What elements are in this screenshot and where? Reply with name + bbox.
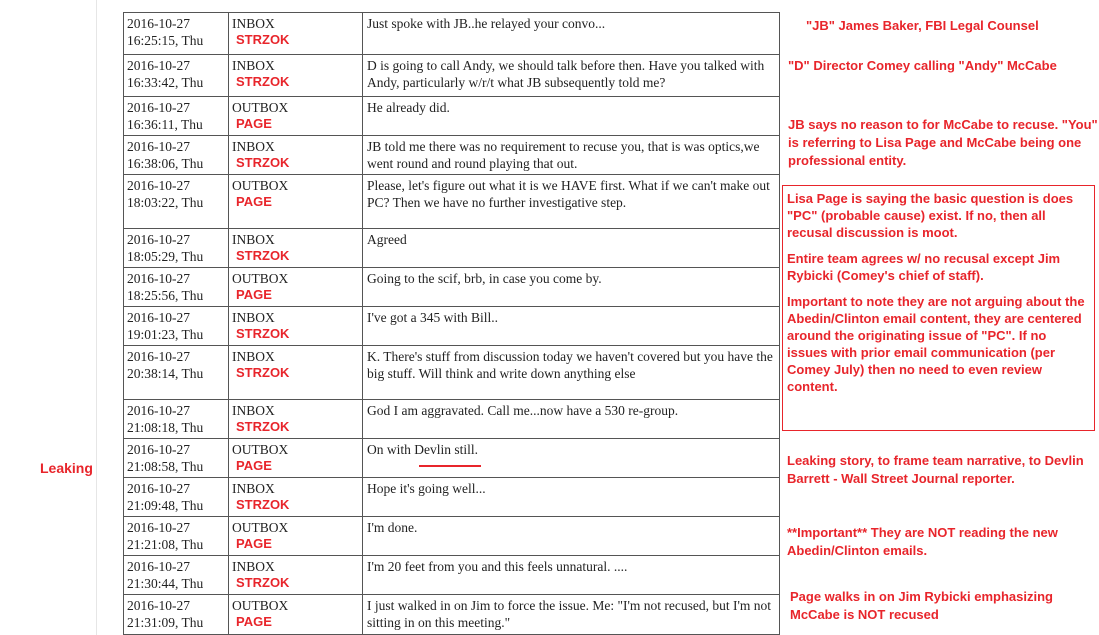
message-text: Just spoke with JB..he relayed your convo...	[363, 13, 780, 55]
timestamp-cell	[124, 175, 229, 229]
mailbox-label: INBOX	[232, 310, 275, 325]
message-time: 16:33:42, Thu	[127, 75, 204, 90]
timestamp-cell	[124, 517, 229, 556]
message-text: Going to the scif, brb, in case you come by.	[363, 268, 780, 307]
message-time: 19:01:23, Thu	[127, 327, 204, 342]
mailbox-cell	[229, 517, 363, 556]
message-text: I've got a 345 with Bill..	[363, 307, 780, 346]
mailbox-label: OUTBOX	[232, 520, 289, 535]
sender-label: STRZOK	[236, 32, 290, 47]
sender-label: PAGE	[236, 458, 272, 473]
timestamp-cell	[124, 136, 229, 175]
mailbox-label: INBOX	[232, 559, 275, 574]
message-date: 2016-10-27	[127, 310, 190, 325]
message-row	[124, 97, 780, 136]
message-time: 21:08:18, Thu	[127, 420, 204, 435]
message-time: 16:25:15, Thu	[127, 33, 204, 48]
mailbox-label: OUTBOX	[232, 178, 289, 193]
mailbox-label: INBOX	[232, 481, 275, 496]
message-date: 2016-10-27	[127, 598, 190, 613]
message-date: 2016-10-27	[127, 442, 190, 457]
mailbox-label: OUTBOX	[232, 598, 289, 613]
note-leaking-story: Leaking story, to frame team narrative, to Devlin Barrett - Wall Street Journal reporter.	[787, 453, 1084, 486]
message-row	[124, 346, 780, 400]
mailbox-cell	[229, 13, 363, 55]
mailbox-cell	[229, 595, 363, 635]
mailbox-cell	[229, 175, 363, 229]
message-text: JB told me there was no requirement to recuse you, that is was optics,we went round and round playing that out.	[363, 136, 780, 175]
message-time: 18:05:29, Thu	[127, 249, 204, 264]
message-time: 18:03:22, Thu	[127, 195, 204, 210]
mailbox-cell	[229, 346, 363, 400]
timestamp-cell	[124, 595, 229, 635]
timestamp-cell	[124, 346, 229, 400]
leaking-label: Leaking	[40, 460, 93, 476]
mailbox-label: INBOX	[232, 232, 275, 247]
message-date: 2016-10-27	[127, 232, 190, 247]
mailbox-cell	[229, 307, 363, 346]
sender-label: PAGE	[236, 614, 272, 629]
message-row	[124, 400, 780, 439]
message-row	[124, 439, 780, 478]
timestamp-cell	[124, 478, 229, 517]
mailbox-cell	[229, 268, 363, 307]
message-text: He already did.	[363, 97, 780, 136]
message-time: 21:31:09, Thu	[127, 615, 204, 630]
message-text: Hope it's going well...	[363, 478, 780, 517]
mailbox-label: INBOX	[232, 58, 275, 73]
mailbox-cell	[229, 97, 363, 136]
mailbox-label: OUTBOX	[232, 271, 289, 286]
sender-label: STRZOK	[236, 575, 290, 590]
note-director: "D" Director Comey calling "Andy" McCabe	[788, 58, 1057, 73]
message-date: 2016-10-27	[127, 16, 190, 31]
mailbox-cell	[229, 55, 363, 97]
message-text: God I am aggravated. Call me...now have a 530 re-group.	[363, 400, 780, 439]
timestamp-cell	[124, 556, 229, 595]
message-row	[124, 517, 780, 556]
message-date: 2016-10-27	[127, 58, 190, 73]
timestamp-cell	[124, 97, 229, 136]
message-row	[124, 13, 780, 55]
sender-label: STRZOK	[236, 497, 290, 512]
note-jb: "JB" James Baker, FBI Legal Counsel	[806, 18, 1039, 33]
message-time: 16:36:11, Thu	[127, 117, 203, 132]
mailbox-label: OUTBOX	[232, 100, 289, 115]
message-text: D is going to call Andy, we should talk before then. Have you talked with Andy, particularly w/r/t what JB subsequently told me?	[363, 55, 780, 97]
sender-label: STRZOK	[236, 74, 290, 89]
sender-label: STRZOK	[236, 326, 290, 341]
mailbox-label: INBOX	[232, 349, 275, 364]
message-text: K. There's stuff from discussion today we haven't covered but you have the big stuff. Will think and write down anything else	[363, 346, 780, 400]
message-row	[124, 229, 780, 268]
sender-label: PAGE	[236, 116, 272, 131]
message-date: 2016-10-27	[127, 481, 190, 496]
sender-label: PAGE	[236, 536, 272, 551]
message-row	[124, 55, 780, 97]
sender-label: PAGE	[236, 194, 272, 209]
devlin-underline	[419, 465, 481, 467]
note-rybicki: Page walks in on Jim Rybicki emphasizing McCabe is NOT recused	[790, 589, 1053, 622]
annotation-box	[782, 185, 1095, 431]
sender-label: STRZOK	[236, 365, 290, 380]
timestamp-cell	[124, 13, 229, 55]
mailbox-label: INBOX	[232, 139, 275, 154]
mailbox-label: INBOX	[232, 403, 275, 418]
message-row	[124, 307, 780, 346]
note-pc: Lisa Page is saying the basic question is does "PC" (probable cause) exist. If no, then all recusal discussion is moot.	[787, 191, 1074, 240]
message-time: 18:25:56, Thu	[127, 288, 204, 303]
note-recuse: JB says no reason to for McCabe to recuse. "You" is referring to Lisa Page and McCabe being one professional entity.	[788, 117, 1098, 168]
message-text: I just walked in on Jim to force the issue. Me: "I'm not recused, but I'm not sitting in on this meeting."	[363, 595, 780, 635]
timestamp-cell	[124, 268, 229, 307]
message-text: Agreed	[363, 229, 780, 268]
message-time: 21:09:48, Thu	[127, 498, 204, 513]
timestamp-cell	[124, 439, 229, 478]
timestamp-cell	[124, 229, 229, 268]
message-text: On with Devlin still.	[363, 439, 780, 478]
message-row	[124, 478, 780, 517]
message-date: 2016-10-27	[127, 100, 190, 115]
mailbox-cell	[229, 439, 363, 478]
message-row	[124, 136, 780, 175]
message-text: Please, let's figure out what it is we HAVE first. What if we can't make out PC? Then we have no further investigative step.	[363, 175, 780, 229]
message-date: 2016-10-27	[127, 178, 190, 193]
sender-label: STRZOK	[236, 155, 290, 170]
mailbox-cell	[229, 400, 363, 439]
mailbox-cell	[229, 229, 363, 268]
timestamp-cell	[124, 307, 229, 346]
mailbox-label: INBOX	[232, 16, 275, 31]
message-time: 20:38:14, Thu	[127, 366, 204, 381]
message-date: 2016-10-27	[127, 559, 190, 574]
left-margin-line	[96, 0, 97, 635]
note-important: **Important** They are NOT reading the new Abedin/Clinton emails.	[787, 525, 1058, 558]
message-row	[124, 556, 780, 595]
note-team: Entire team agrees w/ no recusal except Jim Rybicki (Comey's chief of staff).	[787, 251, 1061, 283]
message-row	[124, 268, 780, 307]
mailbox-cell	[229, 478, 363, 517]
message-time: 21:08:58, Thu	[127, 459, 204, 474]
message-date: 2016-10-27	[127, 349, 190, 364]
message-time: 16:38:06, Thu	[127, 156, 204, 171]
sender-label: STRZOK	[236, 419, 290, 434]
message-date: 2016-10-27	[127, 271, 190, 286]
sender-label: PAGE	[236, 287, 272, 302]
timestamp-cell	[124, 55, 229, 97]
message-time: 21:30:44, Thu	[127, 576, 204, 591]
mailbox-label: OUTBOX	[232, 442, 289, 457]
message-date: 2016-10-27	[127, 403, 190, 418]
message-date: 2016-10-27	[127, 139, 190, 154]
message-text: I'm 20 feet from you and this feels unnatural. ....	[363, 556, 780, 595]
mailbox-cell	[229, 556, 363, 595]
message-row	[124, 175, 780, 229]
timestamp-cell	[124, 400, 229, 439]
note-content: Important to note they are not arguing about the Abedin/Clinton email content, they are centered around the originating issue of "PC". If no issues with prior email communication (per Comey July) then no need to even review content.	[787, 294, 1085, 394]
message-date: 2016-10-27	[127, 520, 190, 535]
message-row	[124, 595, 780, 635]
mailbox-cell	[229, 136, 363, 175]
message-table	[123, 12, 780, 635]
message-time: 21:21:08, Thu	[127, 537, 204, 552]
sender-label: STRZOK	[236, 248, 290, 263]
message-text: I'm done.	[363, 517, 780, 556]
